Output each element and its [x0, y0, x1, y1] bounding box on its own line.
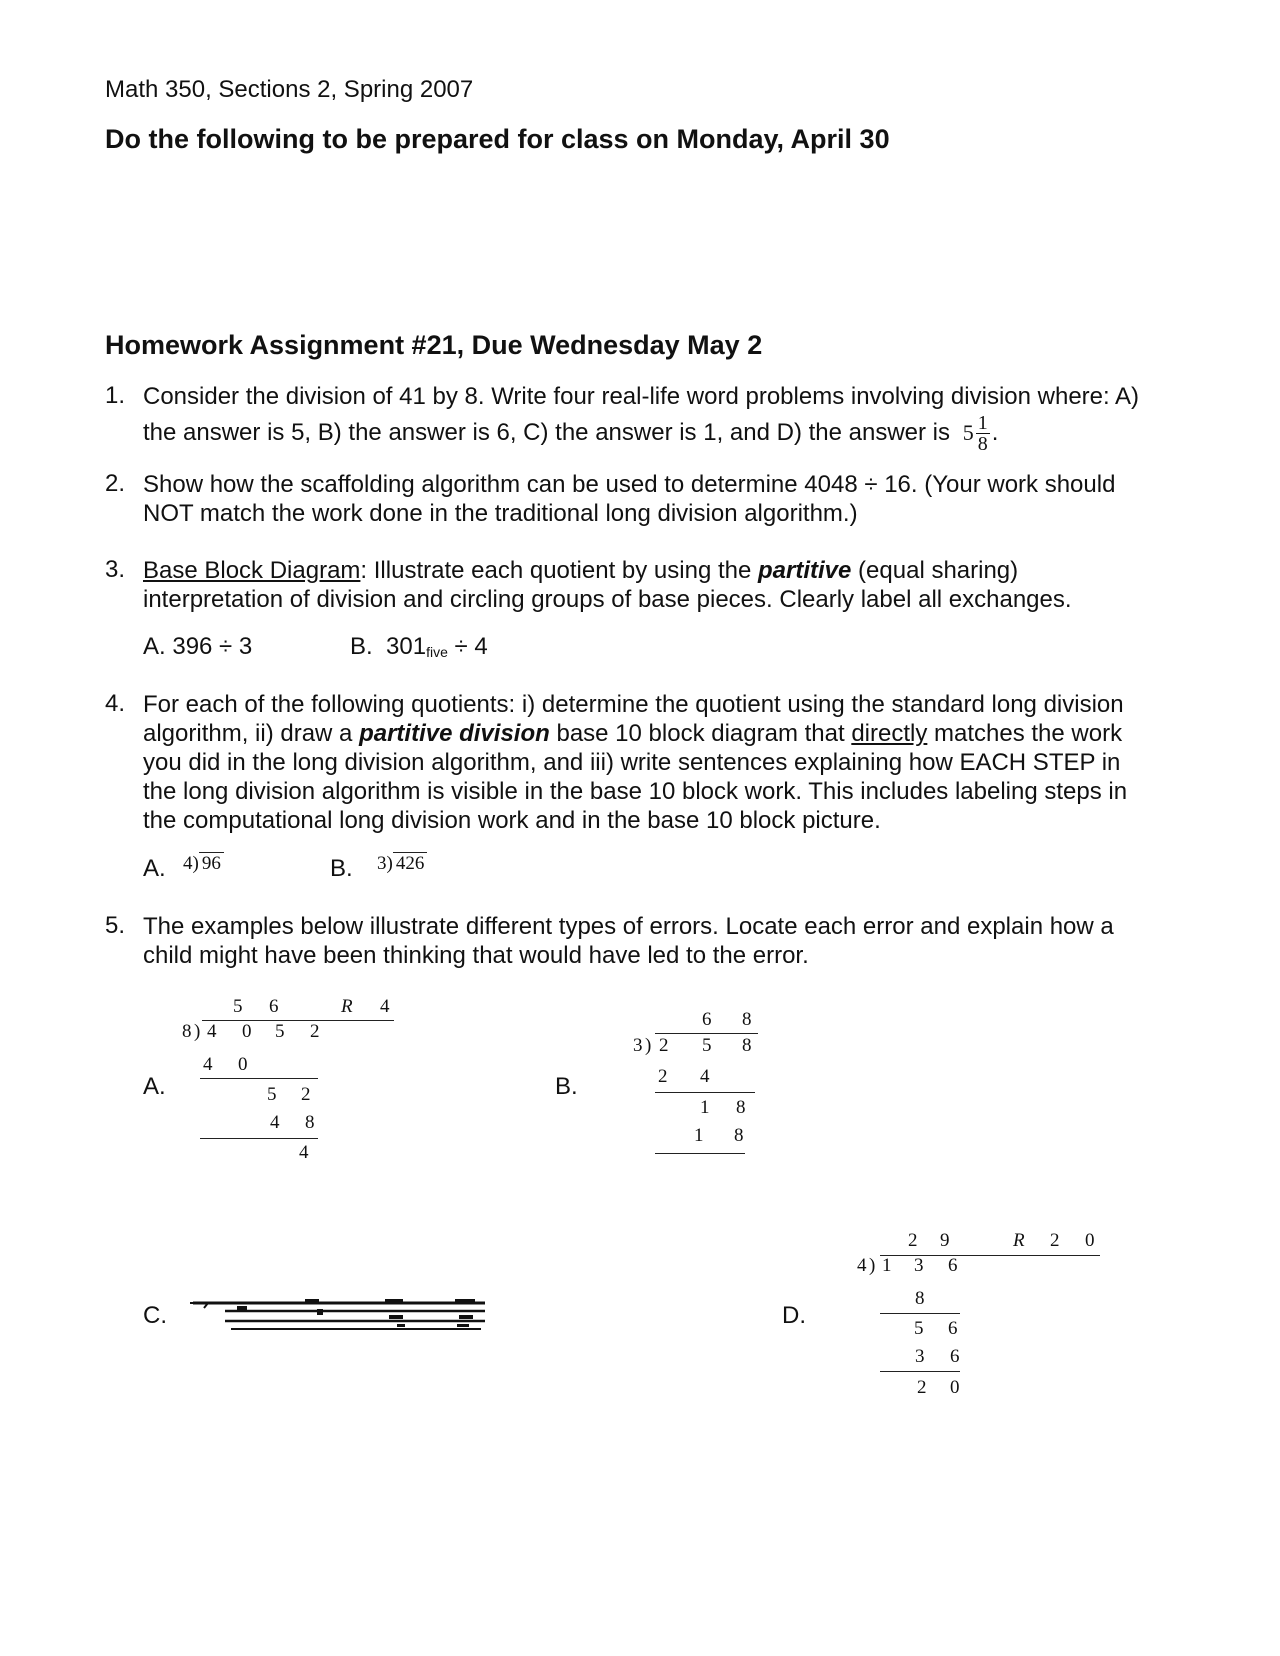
ex-d-s3-0: 3	[915, 1346, 925, 1367]
q4-a-label: A.	[143, 855, 166, 882]
q4-line2-c: matches the work	[927, 720, 1123, 747]
ex-b-s2-0: 1	[700, 1097, 710, 1118]
q4-b-divisor: 3	[377, 853, 387, 874]
ex-a-r: R	[341, 996, 353, 1017]
ex-d-d2: 6	[948, 1255, 958, 1276]
ex-b-s1-0: 2	[658, 1066, 668, 1087]
ex-b-d2: 8	[742, 1035, 752, 1056]
q3-b-rest: ÷ 4	[447, 633, 488, 660]
ex-b-divisor: 3	[633, 1035, 643, 1056]
ex-a-s4: 4	[299, 1142, 309, 1163]
q1-end: .	[991, 418, 999, 446]
ex-d-divisor: 4	[857, 1255, 867, 1276]
ex-a-s2-1: 2	[301, 1084, 311, 1105]
q1-number: 1.	[105, 382, 126, 409]
ex-a-s3-1: 8	[305, 1112, 315, 1133]
q3-b-num: 301	[386, 633, 427, 660]
q1-line2-text: the answer is 5, B) the answer is 6, C) the answer is 1, and D) the answer is	[143, 418, 951, 446]
ex-d-s1: 8	[915, 1288, 925, 1309]
homework-title: Homework Assignment #21, Due Wednesday May 2	[105, 330, 763, 360]
q1-frac-num: 1	[977, 412, 988, 434]
ex-d-rem0: 2	[1050, 1230, 1060, 1251]
ex-a-q0: 5	[233, 996, 243, 1017]
q3-line2: interpretation of division and circling groups of base pieces. Clearly label all exchanges.	[143, 586, 1072, 613]
q3-number: 3.	[105, 556, 126, 583]
ex-a-d1: 0	[242, 1021, 252, 1042]
q4-a-problem: 4) 96	[183, 852, 224, 875]
q4-line2-b: base 10 block diagram that	[549, 720, 852, 747]
q2-number: 2.	[105, 470, 126, 497]
q4-line4: the long division algorithm is visible in the base 10 block work. This includes labeling steps in	[143, 778, 1128, 805]
example-c-garbled-work	[185, 1295, 495, 1335]
q3-b-sub: five	[426, 644, 448, 660]
ex-b-d0: 2	[659, 1035, 669, 1056]
q3-part-b	[350, 633, 488, 661]
ex-b-s3-1: 8	[734, 1125, 744, 1146]
q3-label: Base Block Diagram	[143, 557, 361, 584]
q4-line2	[143, 719, 1122, 748]
ex-b-q0: 6	[702, 1009, 712, 1030]
q4-line2-bold: partitive division	[359, 720, 550, 747]
q4-b-dividend: 426	[393, 852, 428, 875]
q4-a-dividend: 96	[199, 852, 224, 875]
ex-d-bar	[880, 1255, 1100, 1256]
ex-a-line1	[200, 1078, 318, 1079]
q5-number: 5.	[105, 912, 126, 939]
ex-d-d0: 1	[882, 1255, 892, 1276]
q3-line1	[143, 556, 1018, 585]
q1-line1: Consider the division of 41 by 8. Write four real-life word problems involving division where: A)	[143, 383, 1140, 410]
ex-b-s1-1: 4	[700, 1066, 710, 1087]
ex-d-d1: 3	[914, 1255, 924, 1276]
ex-a-bar	[202, 1020, 394, 1021]
q4-line1: For each of the following quotients: i) determine the quotient using the standard long division	[143, 691, 1124, 718]
q1-line2	[143, 413, 998, 454]
ex-a-s3-0: 4	[270, 1112, 280, 1133]
ex-d-s2-0: 5	[914, 1318, 924, 1339]
q3-part-a: A. 396 ÷ 3	[143, 633, 253, 660]
ex-d-s4-0: 2	[917, 1377, 927, 1398]
ex-d-r: R	[1013, 1230, 1025, 1251]
example-b-label: B.	[555, 1073, 578, 1100]
course-line: Math 350, Sections 2, Spring 2007	[105, 76, 474, 103]
ex-a-s2-0: 5	[267, 1084, 277, 1105]
q4-line5: the computational long division work and in the base 10 block picture.	[143, 807, 881, 834]
q3-b-label: B.	[350, 633, 373, 660]
ex-b-q1: 8	[742, 1009, 752, 1030]
ex-a-d3: 2	[310, 1021, 320, 1042]
example-c-label: C.	[143, 1302, 167, 1329]
q3-line1-after: : Illustrate each quotient by using the	[360, 557, 759, 584]
ex-b-line1	[655, 1092, 755, 1093]
ex-b-paren: )	[645, 1035, 652, 1056]
ex-d-line2	[880, 1371, 960, 1372]
ex-d-rem1: 0	[1085, 1230, 1095, 1251]
prep-heading: Do the following to be prepared for class on Monday, April 30	[105, 124, 890, 154]
example-a-label: A.	[143, 1073, 166, 1100]
ex-d-paren: )	[869, 1255, 876, 1276]
q2-line1: Show how the scaffolding algorithm can be used to determine 4048 ÷ 16. (Your work should	[143, 471, 1116, 498]
example-d-label: D.	[782, 1302, 806, 1329]
q1-mixed-whole: 5	[962, 419, 974, 445]
q4-line2-underline: directly	[851, 720, 928, 747]
ex-a-q1: 6	[269, 996, 279, 1017]
ex-b-d1: 5	[702, 1035, 712, 1056]
ex-a-d0: 4	[207, 1021, 217, 1042]
ex-b-line2	[655, 1153, 745, 1154]
ex-a-divisor: 8	[182, 1021, 192, 1042]
ex-a-s1-1: 0	[238, 1054, 248, 1075]
ex-a-s1-0: 4	[203, 1054, 213, 1075]
ex-d-q0: 2	[908, 1230, 918, 1251]
ex-d-s2-1: 6	[948, 1318, 958, 1339]
q4-number: 4.	[105, 690, 126, 717]
ex-d-s4-1: 0	[950, 1377, 960, 1398]
ex-b-s3-0: 1	[694, 1125, 704, 1146]
q3-line1-end: (equal sharing)	[851, 557, 1019, 584]
ex-a-line2	[200, 1138, 318, 1139]
ex-a-d2: 5	[275, 1021, 285, 1042]
q4-line3: you did in the long division algorithm, and iii) write sentences explaining how EACH STEP in	[143, 749, 1121, 776]
ex-d-s3-1: 6	[950, 1346, 960, 1367]
q5-line2: child might have been thinking that would have led to the error.	[143, 942, 809, 969]
q4-b-label: B.	[330, 855, 353, 882]
ex-a-paren: )	[194, 1021, 201, 1042]
ex-b-bar	[655, 1033, 758, 1034]
ex-a-rem: 4	[380, 996, 390, 1017]
ex-d-line1	[880, 1313, 960, 1314]
q1-frac-den: 8	[977, 433, 988, 455]
q4-a-divisor: 4	[183, 853, 193, 874]
q4-b-problem: 3) 426	[377, 852, 427, 875]
q1-fraction	[976, 413, 990, 454]
q4-line2-a: algorithm, ii) draw a	[143, 720, 360, 747]
ex-b-s2-1: 8	[736, 1097, 746, 1118]
ex-d-q1: 9	[940, 1230, 950, 1251]
q3-bold: partitive	[758, 557, 852, 584]
q2-line2: NOT match the work done in the traditional long division algorithm.)	[143, 500, 858, 527]
q5-line1: The examples below illustrate different types of errors. Locate each error and explain how a	[143, 913, 1114, 940]
